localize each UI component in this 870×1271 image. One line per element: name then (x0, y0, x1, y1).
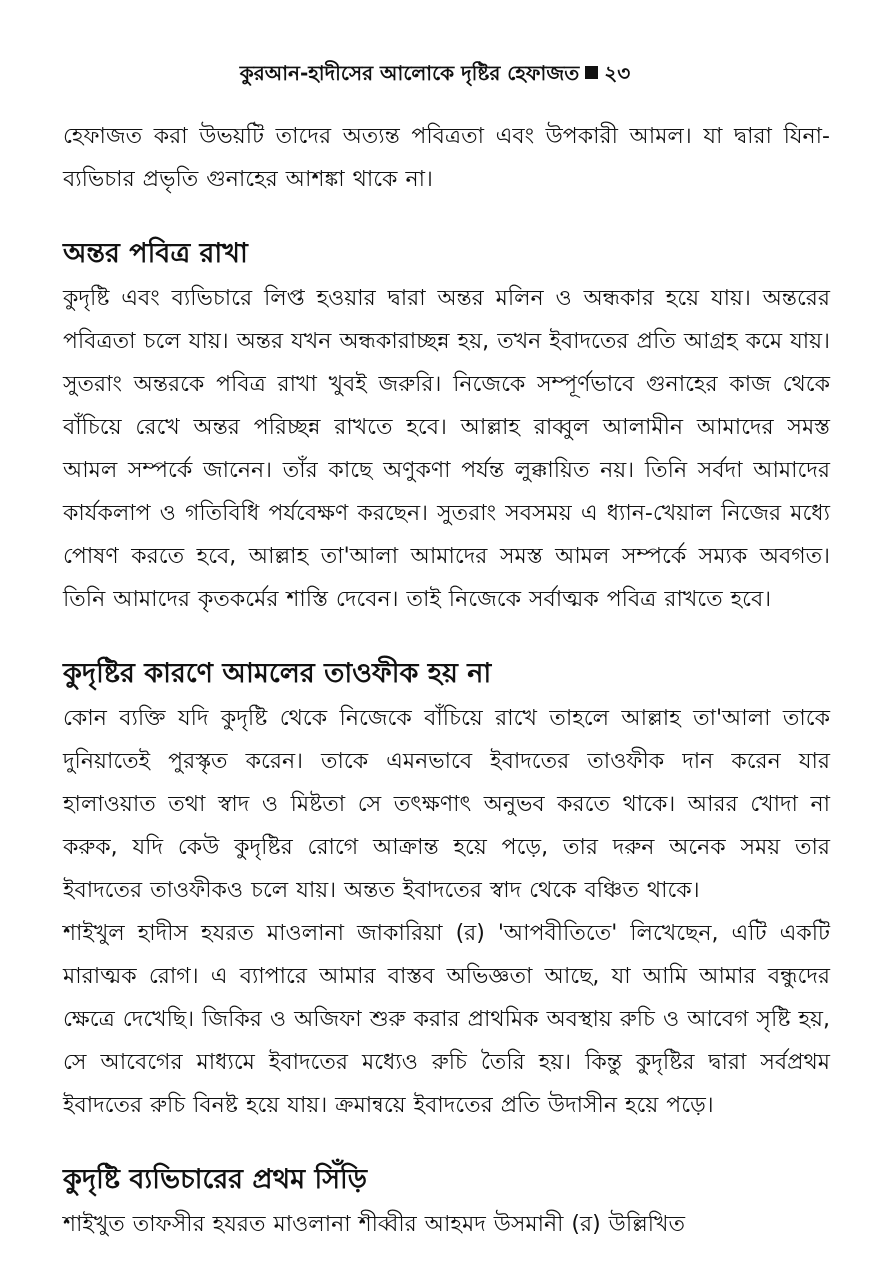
body-paragraph: কুদৃষ্টি এবং ব্যভিচারে লিপ্ত হওয়ার দ্বারা অন্তর মলিন ও অন্ধকার হয়ে যায়। অন্তরের পবিত্রতা চলে যায়। অন্তর যখন অন্ধকারাচ্ছন্ন হয়, তখন ইবাদতের প্রতি আগ্রহ কমে যায়। সুতরাং অন্তরকে পবিত্র রাখা খুবই জরুরি। নিজেকে সম্পূর্ণভাবে গুনাহের কাজ থেকে বাঁচিয়ে রেখে অন্তর পরিচ্ছন্ন রাখতে হবে। আল্লাহ রাব্বুল আলামীন আমাদের সমস্ত আমল সম্পর্কে জানেন। তাঁর কাছে অণুকণা পর্যন্ত লুক্কায়িত নয়। তিনি সর্বদা আমাদের কার্যকলাপ ও গতিবিধি পর্যবেক্ষণ করছেন। সুতরাং সবসময় এ ধ্যান-খেয়াল নিজের মধ্যে পোষণ করতে হবে, আল্লাহ তা'আলা আমাদের সমস্ত আমল সম্পর্কে সম্যক অবগত। তিনি আমাদের কৃতকর্মের শাস্তি দেবেন। তাই নিজেকে সর্বাত্মক পবিত্র রাখতে হবে। (63, 286, 830, 612)
header-title: কুরআন-হাদীসের আলোকে দৃষ্টির হেফাজত (239, 61, 580, 85)
body-paragraph: শাইখুল হাদীস হযরত মাওলানা জাকারিয়া (র) 'আপবীতিতে' লিখেছেন, এটি একটি মারাত্মক রোগ। এ ব্যাপারে আমার বাস্তব অভিজ্ঞতা আছে, যা আমি আমার বন্ধুদের ক্ষেত্রে দেখেছি। জিকির ও অজিফা শুরু করার প্রাথমিক অবস্থায় রুচি ও আবেগ সৃষ্টি হয়, সে আবেগের মাধ্যমে ইবাদতের মধ্যেও রুচি তৈরি হয়। কিন্তু কুদৃষ্টির দ্বারা সর্বপ্রথম ইবাদতের রুচি বিনষ্ট হয়ে যায়। ক্রমান্বয়ে ইবাদতের প্রতি উদাসীন হয়ে পড়ে। (63, 921, 830, 1118)
body-paragraph: কোন ব্যক্তি যদি কুদৃষ্টি থেকে নিজেকে বাঁচিয়ে রাখে তাহলে আল্লাহ তা'আলা তাকে দুনিয়াতেই পুরস্কৃত করেন। তাকে এমনভাবে ইবাদতের তাওফীক দান করেন যার হালাওয়াত তথা স্বাদ ও মিষ্টতা সে তৎক্ষণাৎ অনুভব করতে থাকে। আরর খোদা না করুক, যদি কেউ কুদৃষ্টির রোগে আক্রান্ত হয়ে পড়ে, তার দরুন অনেক সময় তার ইবাদতের তাওফীকও চলে যায়। অন্তত ইবাদতের স্বাদ থেকে বঞ্চিত থাকে। (63, 706, 830, 903)
body-paragraph: শাইখুত তাফসীর হযরত মাওলানা শীব্বীর আহমদ উসমানী (র) উল্লিখিত (63, 1212, 686, 1237)
intro-paragraph: হেফাজত করা উভয়টি তাদের অত্যন্ত পবিত্রতা এবং উপকারী আমল। যা দ্বারা যিনা-ব্যভিচার প্রভৃতি গুনাহের আশঙ্কা থাকে না। (63, 124, 830, 192)
page-body (63, 115, 830, 1246)
page-number: ২৩ (604, 61, 631, 85)
section-heading: অন্তর পবিত্র রাখা (63, 238, 248, 269)
section-heading: কুদৃষ্টির কারণে আমলের তাওফীক হয় না (63, 658, 492, 689)
running-header (0, 58, 870, 88)
square-bullet-icon (585, 66, 598, 79)
section-heading: কুদৃষ্টি ব্যভিচারের প্রথম সিঁড়ি (63, 1164, 368, 1195)
